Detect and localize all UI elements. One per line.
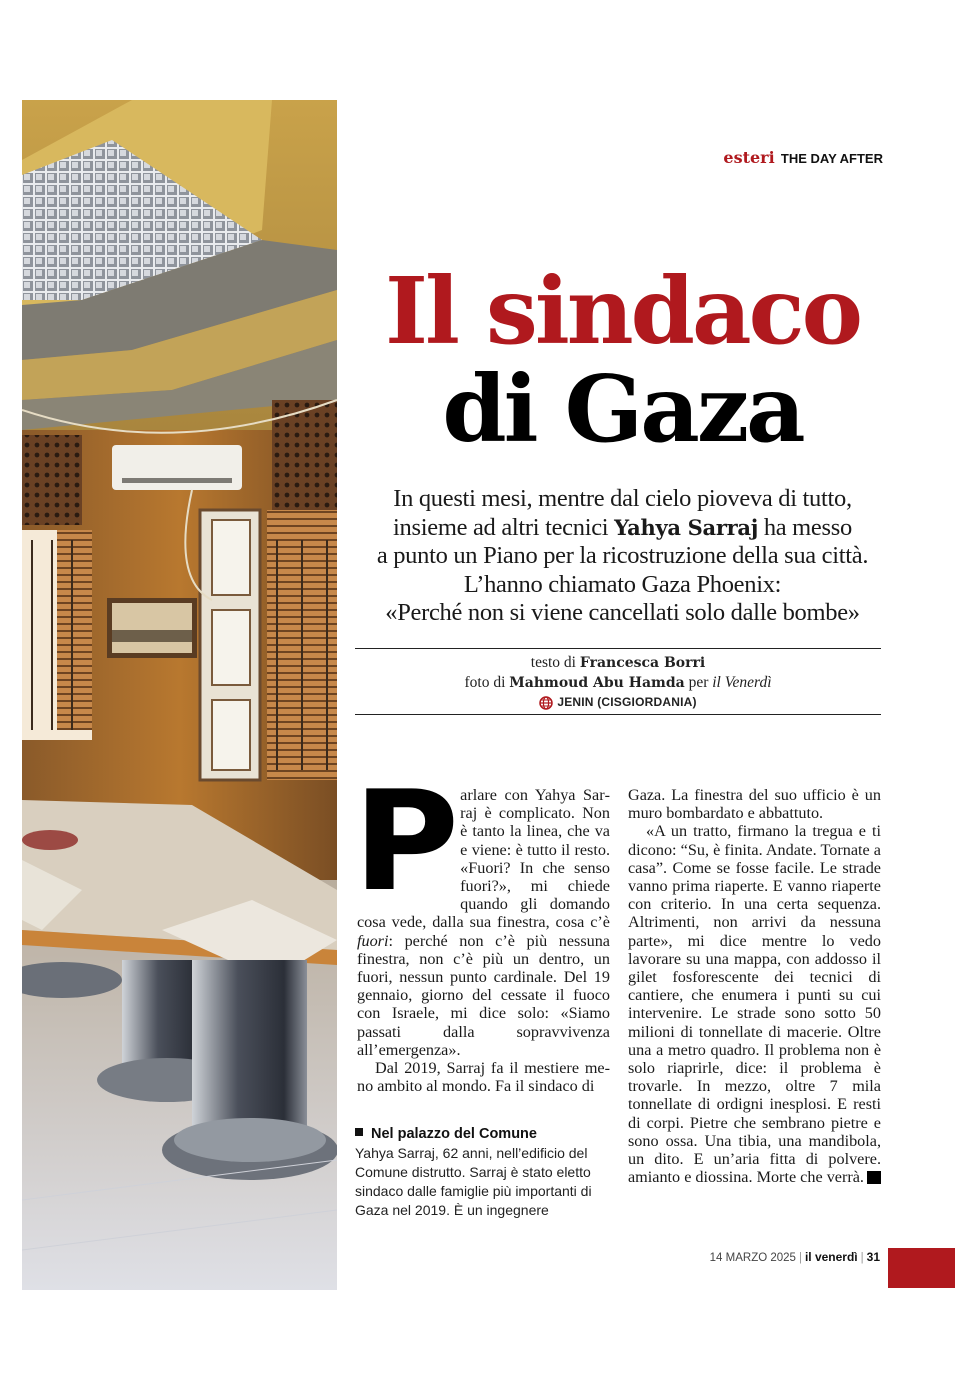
globe-icon <box>539 696 553 710</box>
standfirst-line: L’hanno chiamato Gaza Phoenix: <box>463 570 782 598</box>
standfirst-line: «Perché non si viene cancellati solo dalle bombe» <box>385 599 860 626</box>
byline-text <box>355 653 881 673</box>
headline-line-1: Il sindaco <box>385 257 860 365</box>
arrow-right-icon[interactable]: ➔ <box>867 1171 881 1184</box>
section-kicker: esteri <box>723 148 775 167</box>
byline-label: testo di <box>530 654 580 671</box>
standfirst-line: In questi mesi, mentre dal cielo pioveva di tutto, <box>393 485 852 512</box>
standfirst-line <box>350 514 895 543</box>
page-edge-tab <box>888 1248 955 1288</box>
body-paragraph: Dal 2019, Sarraj fa il mestiere meno ambito al mondo. Fa il sindaco di <box>357 1059 610 1096</box>
author-name: Francesca Borri <box>579 655 706 671</box>
article-photo <box>22 100 337 1290</box>
dateline <box>355 693 881 715</box>
page-footer <box>710 1250 880 1264</box>
byline-rule-bottom <box>355 714 881 715</box>
body-italic: fuori <box>357 931 389 950</box>
caption-title: Nel palazzo del Comune <box>371 1126 537 1142</box>
publication-name: il Venerdì <box>712 674 772 691</box>
byline-label: foto di <box>464 674 510 691</box>
byline-rule-top <box>355 648 881 649</box>
byline <box>355 653 881 715</box>
dateline-text: JENIN (CISGIORDANIA) <box>557 695 697 709</box>
body-column-1 <box>353 761 610 1096</box>
magazine-name: il venerdì <box>804 1250 858 1264</box>
footer-separator: | <box>798 1252 802 1264</box>
drop-cap: P <box>353 761 456 922</box>
photo-illustration <box>22 100 337 1290</box>
body-paragraph: Gaza. La finestra del suo ufficio è un muro bombardato e abbattuto. <box>628 786 881 823</box>
headline <box>350 257 895 463</box>
issue-date: 14 MARZO 2025 <box>709 1252 796 1264</box>
caption-text: Yahya Sarraj, 62 anni, nell’edificio del Comune distrutto. Sarraj è stato eletto sindaco dalle famiglie più importanti di Gaza nel 2019. È un ingegnere <box>355 1145 592 1218</box>
body-column-2 <box>628 786 895 1187</box>
section-topic: THE DAY AFTER <box>780 151 883 166</box>
standfirst-text: ha messo <box>758 513 852 541</box>
standfirst-text: insieme ad altri tecnici <box>393 513 615 541</box>
standfirst-name: Yahya Sarraj <box>614 514 758 540</box>
standfirst <box>350 485 895 628</box>
footer-separator: | <box>860 1252 864 1264</box>
caption-bullet-icon <box>355 1128 363 1136</box>
section-header <box>723 148 883 167</box>
photographer-name: Mahmoud Abu Hamda <box>509 675 685 691</box>
body-paragraph <box>353 761 610 1059</box>
byline-photo <box>355 673 881 693</box>
photo-caption <box>355 1124 610 1220</box>
body-text: arlare con Yahya Sarraj è complicato. Non è tanto la linea, che va e viene: è tutto il resto. «Fuori? In che senso fuori?», mi chiede quando gli domando cosa vede, dalla sua finestra, cosa c’è <box>357 786 610 932</box>
standfirst-line: a punto un Piano per la ricostruzione della sua città. <box>376 542 869 569</box>
body-text: : perché non c’è più nessuna finestra, non c’è più un dentro, un fuori, nessun punto cardinale. Del 19 gennaio, giorno del cessate il fuoco con Israele, mi dice solo: «Siamo passati dalla sopravvivenza all’emergenza». <box>357 931 610 1059</box>
body-text: «A un tratto, firmano la tregua e ti dicono: “Su, è finita. Andate. Tornate a casa”. Come se fosse facile. Le strade vanno prima riaperte. E vanno riaperte con criterio. In una certa sequenza. Altrimenti, non arrivi da nessuna parte», mi dice mentre lo vedo lavorare su una mappa, con addosso il gilet fosforescente dei tecnici di cantiere, che enumera i punti su cui intervenire. Le strade sono sotto 50 milioni di tonnellate di macerie. Oltre una a metro quadro. Il problema non è solo riaprirle, dice: il problema è trovarle. In mezzo, oltre 7 mila tonnellate di ordigni inesplosi. E resti di corpi. Pietre che sembrano pietre e sono ossa. Una tibia, una mandibola, un dito. E un’aria fitta di polvere. amianto e diossina. Morte che verrà. <box>628 822 881 1187</box>
page-number: 31 <box>866 1250 880 1264</box>
body-paragraph <box>628 822 895 1187</box>
headline-line-2: di Gaza <box>442 355 803 463</box>
byline-label: per <box>684 674 713 691</box>
